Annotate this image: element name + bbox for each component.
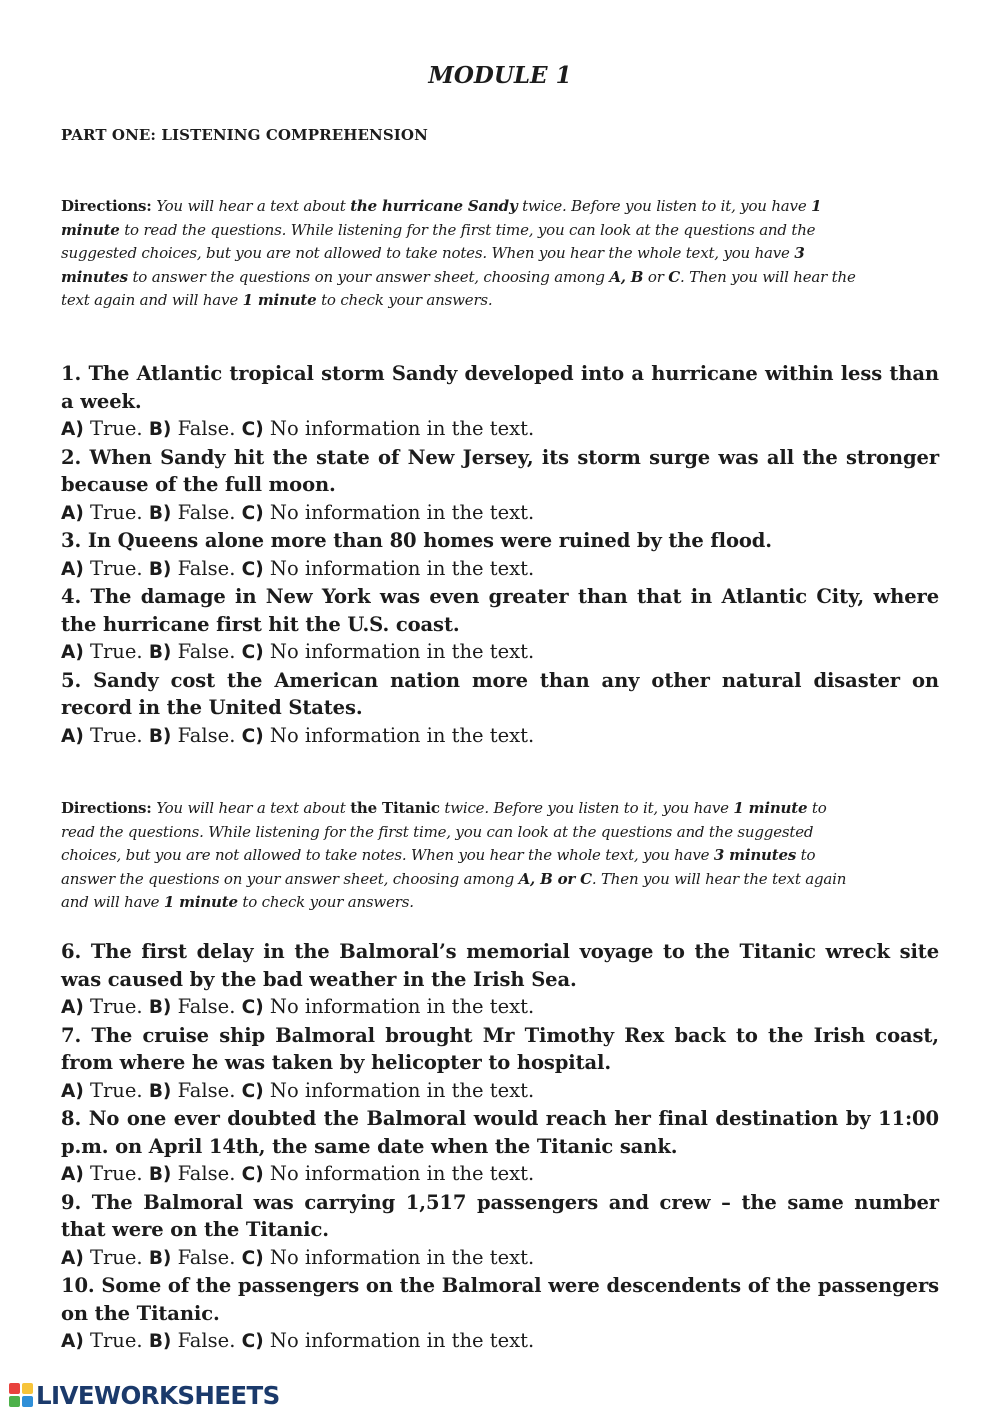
answer-options (61, 1077, 939, 1106)
footer-logo[interactable] (8, 1380, 280, 1410)
option-b-text[interactable]: False. (177, 417, 236, 440)
option-b-label[interactable]: B) (148, 642, 172, 663)
option-c-label[interactable]: C) (241, 1247, 264, 1269)
directions-emphasis: 1 minute (733, 799, 808, 817)
directions-text: to read the questions. While listening for the first time, you can look at the questions and the suggested choices, but you are not allowed to take notes. When you hear the whole text, you have (61, 799, 827, 865)
directions-emphasis: A, B (609, 267, 644, 286)
option-a-text[interactable]: True. (89, 1078, 143, 1102)
option-c-text[interactable]: No information in the text. (269, 640, 535, 663)
directions-text: . Then you will hear the text again and will have (61, 267, 856, 310)
directions-emphasis: C (668, 267, 680, 286)
option-b-text[interactable]: False. (177, 556, 236, 580)
answer-options (61, 1160, 939, 1189)
option-b-label[interactable]: B) (148, 1164, 172, 1185)
option-b-text[interactable]: False. (177, 995, 236, 1018)
question-5 (61, 667, 939, 751)
option-a-text[interactable]: True. (89, 500, 143, 524)
directions-text: to answer the questions on your answer sheet, choosing among (61, 846, 816, 888)
option-a-label[interactable]: A) (61, 502, 84, 524)
directions-hurricane (61, 195, 861, 313)
option-b-text[interactable]: False. (177, 1078, 236, 1102)
question-text: 3. In Queens alone more than 80 homes were ruined by the flood. (61, 529, 772, 552)
option-a-text[interactable]: True. (89, 1245, 143, 1269)
answer-options (61, 555, 939, 584)
question-text: 8. No one ever doubted the Balmoral would reach her final destination by 11:00 p.m. on April 14th, the same date when the Titanic sank. (61, 1107, 939, 1158)
question-text: 5. Sandy cost the American nation more than any other natural disaster on record in the United States. (61, 668, 939, 719)
option-a-label[interactable]: A) (61, 419, 84, 440)
option-c-label[interactable]: C) (241, 558, 264, 580)
directions-emphasis: A, B or C (518, 869, 592, 888)
question-2 (61, 444, 939, 528)
option-c-label[interactable]: C) (241, 1331, 264, 1352)
option-b-label[interactable]: B) (148, 1331, 172, 1352)
option-c-text[interactable]: No information in the text. (269, 995, 535, 1018)
option-b-label[interactable]: B) (148, 997, 172, 1018)
question-text: 6. The first delay in the Balmoral’s memorial voyage to the Titanic wreck site was caused by the bad weather in the Irish Sea. (61, 940, 939, 991)
option-b-label[interactable]: B) (148, 502, 172, 524)
option-b-text[interactable]: False. (177, 723, 236, 747)
question-4 (61, 583, 939, 667)
answer-options (61, 1244, 939, 1273)
answer-options (61, 638, 939, 667)
question-text: 10. Some of the passengers on the Balmoral were descendents of the passengers on the Titanic. (61, 1274, 939, 1325)
option-a-label[interactable]: A) (61, 725, 84, 747)
question-9 (61, 1189, 939, 1273)
option-a-label[interactable]: A) (61, 1080, 84, 1102)
option-b-text[interactable]: False. (177, 1245, 236, 1269)
option-c-label[interactable]: C) (241, 725, 264, 747)
question-1 (61, 360, 939, 444)
question-10 (61, 1272, 939, 1356)
answer-options (61, 499, 939, 528)
logo-text: LIVEWORKSHEETS (36, 1380, 280, 1410)
answer-options (61, 993, 939, 1022)
directions-text: to check your answers. (321, 291, 493, 310)
directions-emphasis: 1 minute (163, 893, 238, 912)
option-c-text[interactable]: No information in the text. (269, 1078, 535, 1102)
option-a-label[interactable]: A) (61, 1247, 84, 1269)
directions-text: to answer the questions on your answer sheet, choosing among (132, 267, 605, 286)
directions-emphasis: 1 minute (61, 197, 822, 239)
directions-text: . Then you will hear the text again and will have (61, 869, 847, 912)
directions-text: You will hear a text about (156, 799, 346, 817)
question-text: 2. When Sandy hit the state of New Jersey, its storm surge was all the stronger because of the full moon. (61, 445, 939, 496)
option-a-text[interactable]: True. (89, 417, 143, 440)
option-a-label[interactable]: A) (61, 642, 84, 663)
option-b-label[interactable]: B) (148, 1080, 172, 1102)
directions-text: You will hear a text about (156, 197, 346, 215)
option-b-label[interactable]: B) (148, 1247, 172, 1269)
answer-options (61, 415, 939, 444)
directions-text: twice. Before you listen to it, you have (522, 197, 807, 215)
option-c-text[interactable]: No information in the text. (269, 556, 535, 580)
directions-topic: the Titanic (350, 799, 440, 817)
option-b-text[interactable]: False. (177, 1329, 236, 1352)
directions-text: to check your answers. (242, 893, 414, 912)
option-a-text[interactable]: True. (89, 1329, 143, 1352)
option-c-label[interactable]: C) (241, 997, 264, 1018)
directions-text: or (647, 267, 664, 286)
option-c-label[interactable]: C) (241, 1080, 264, 1102)
option-a-label[interactable]: A) (61, 558, 84, 580)
directions-label: Directions: (61, 799, 152, 817)
directions-emphasis: 3 minutes (713, 846, 797, 865)
option-c-text[interactable]: No information in the text. (269, 1329, 535, 1352)
option-c-text[interactable]: No information in the text. (269, 500, 535, 524)
question-8 (61, 1105, 939, 1189)
answer-options (61, 722, 939, 751)
option-c-label[interactable]: C) (241, 642, 264, 663)
directions-text: to read the questions. While listening for the first time, you can look at the questions and the suggested choices, but you are not allowed to take notes. When you hear the whole text, you have (61, 220, 816, 263)
option-a-text[interactable]: True. (89, 640, 143, 663)
option-c-text[interactable]: No information in the text. (269, 417, 535, 440)
option-c-label[interactable]: C) (241, 502, 264, 524)
directions-label: Directions: (61, 197, 152, 215)
questions-hurricane (61, 360, 939, 750)
option-b-text[interactable]: False. (177, 1162, 236, 1185)
option-c-label[interactable]: C) (241, 419, 264, 440)
liveworksheets-logo-icon (8, 1382, 34, 1408)
option-a-text[interactable]: True. (89, 556, 143, 580)
question-text: 9. The Balmoral was carrying 1,517 passengers and crew – the same number that were on the Titanic. (61, 1190, 939, 1241)
module-title: MODULE 1 (428, 62, 572, 89)
questions-titanic (61, 938, 939, 1356)
option-c-text[interactable]: No information in the text. (269, 1162, 535, 1185)
directions-text: twice. Before you listen to it, you have (444, 799, 729, 817)
option-c-text[interactable]: No information in the text. (269, 723, 535, 747)
question-text: 4. The damage in New York was even greater than that in Atlantic City, where the hurricane first hit the U.S. coast. (61, 585, 939, 636)
directions-emphasis: 1 minute (242, 291, 317, 310)
question-3 (61, 527, 939, 583)
option-b-label[interactable]: B) (148, 725, 172, 747)
directions-titanic (61, 797, 851, 915)
option-a-label[interactable]: A) (61, 1164, 84, 1185)
option-c-text[interactable]: No information in the text. (269, 1245, 535, 1269)
answer-options (61, 1327, 939, 1356)
option-a-text[interactable]: True. (89, 1162, 143, 1185)
option-a-label[interactable]: A) (61, 997, 84, 1018)
question-text: 1. The Atlantic tropical storm Sandy developed into a hurricane within less than a week. (61, 362, 939, 413)
option-a-text[interactable]: True. (89, 995, 143, 1018)
option-b-text[interactable]: False. (177, 640, 236, 663)
part-heading: PART ONE: LISTENING COMPREHENSION (61, 126, 428, 144)
option-a-text[interactable]: True. (89, 723, 143, 747)
option-b-text[interactable]: False. (177, 500, 236, 524)
option-b-label[interactable]: B) (148, 419, 172, 440)
question-text: 7. The cruise ship Balmoral brought Mr Timothy Rex back to the Irish coast, from where he was taken by helicopter to hospital. (61, 1023, 939, 1074)
question-7 (61, 1022, 939, 1106)
option-c-label[interactable]: C) (241, 1164, 264, 1185)
directions-emphasis: 3 minutes (61, 244, 805, 286)
question-6 (61, 938, 939, 1022)
directions-topic: the hurricane Sandy (350, 197, 518, 215)
option-a-label[interactable]: A) (61, 1331, 84, 1352)
option-b-label[interactable]: B) (148, 558, 172, 580)
